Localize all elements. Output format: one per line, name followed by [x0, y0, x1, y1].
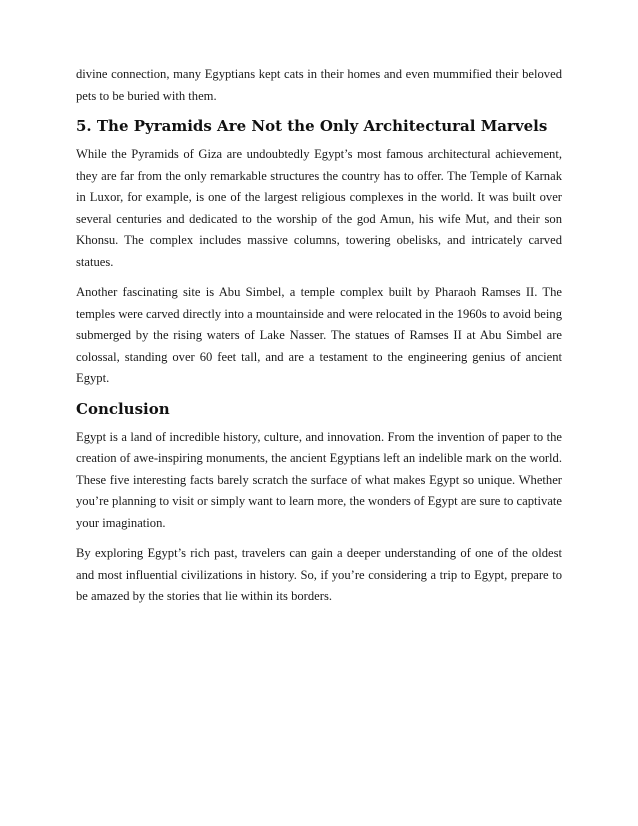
- conclusion-paragraph-1: Egypt is a land of incredible history, culture, and innovation. From the invention of paper to the creation of awe-inspiring monuments, the ancient Egyptians left an indelible mark on the world. These five interesting facts barely scratch the surface of what makes Egypt so unique. Whether you’re planning to visit or simply want to learn more, the wonders of Egypt are sure to captivate your imagination.: [76, 429, 562, 530]
- intro-paragraph: divine connection, many Egyptians kept cats in their homes and even mummified their beloved pets to be buried with them.: [76, 67, 562, 103]
- document-page: [76, 64, 562, 617]
- conclusion-paragraph-2: By exploring Egypt’s rich past, travelers can gain a deeper understanding of one of the oldest and most influential civilizations in history. So, if you’re considering a trip to Egypt, prepare to be amazed by the stories that lie within its borders.: [76, 546, 562, 603]
- section-5-heading: 5. The Pyramids Are Not the Only Architectural Marvels: [76, 117, 548, 135]
- section-5-paragraph-2: Another fascinating site is Abu Simbel, a temple complex built by Pharaoh Ramses II. The temples were carved directly into a mountainside and were relocated in the 1960s to avoid being submerged by the rising waters of Lake Nasser. The statues of Ramses II at Abu Simbel are colossal, standing over 60 feet tall, and are a testament to the engineering genius of ancient Egypt.: [76, 285, 562, 385]
- conclusion-heading: Conclusion: [76, 399, 170, 418]
- section-5-paragraph-1: While the Pyramids of Giza are undoubtedly Egypt’s most famous architectural achievement, they are far from the only remarkable structures the country has to offer. The Temple of Karnak in Luxor, for example, is one of the largest religious complexes in the world. It was built over several centuries and dedicated to the worship of the god Amun, his wife Mut, and their son Khonsu. The complex includes massive columns, towering obelisks, and intricately carved statues.: [76, 147, 562, 269]
